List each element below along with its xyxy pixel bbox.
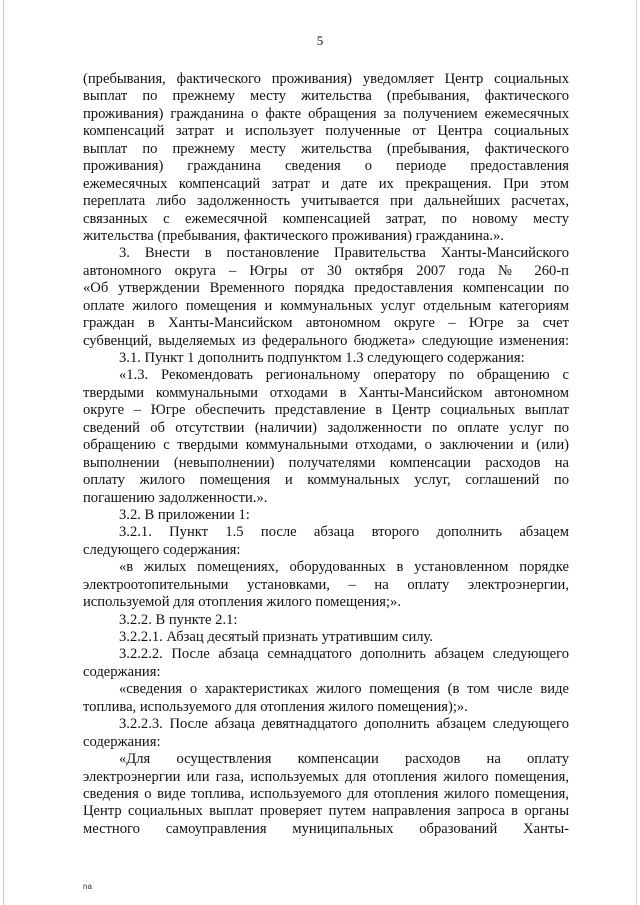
page-number: 5 — [316, 33, 324, 48]
text-line: оплате жилого помещения и коммунальных услуг отдельным категориям — [83, 297, 569, 314]
text-line: жительства (пребывания, фактического проживания) гражданина.». — [83, 227, 504, 244]
text-line: 3.2.2.3. После абзаца девятнадцатого дополнить абзацем следующего — [119, 716, 569, 733]
text-line: 3.2.2.2. После абзаца семнадцатого дополнить абзацем следующего — [119, 646, 569, 663]
text-line: выполнении (невыполнении) получателями компенсации расходов на — [83, 454, 569, 471]
text-line: следующего содержания: — [83, 541, 241, 558]
text-line: выплат по прежнему месту жительства (пребывания, фактического — [83, 88, 569, 105]
text-line: топлива, используемого для отопления жилого помещения);». — [83, 698, 468, 715]
text-line: 3.1. Пункт 1 дополнить подпунктом 1.3 следующего содержания: — [119, 350, 525, 366]
text-line: проживания) гражданина сведения о периоде предоставления — [83, 158, 569, 175]
text-line: «Об утверждении Временного порядка предоставления компенсации по — [83, 280, 569, 297]
scan-edge-right — [636, 0, 637, 905]
text-line: округе – Югре обеспечить представление в Центр социальных выплат — [83, 402, 569, 419]
scan-edge-left — [3, 0, 4, 905]
text-line: Центр социальных выплат проверяет путем направления запроса в органы — [83, 803, 569, 820]
text-line: сведения о виде топлива, используемого для отопления жилого помещения, — [83, 785, 569, 802]
text-line: электроотопительными установками, – на оплату электроэнергии, — [83, 576, 569, 593]
text-line: автономного округа – Югры от 30 октября 2007 года № 260-п — [83, 262, 569, 279]
text-line: проживания) гражданина о факте обращения за получением ежемесячных — [83, 105, 569, 122]
text-line: (пребывания, фактического проживания) уведомляет Центр социальных — [83, 71, 569, 87]
text-line: «в жилых помещениях, оборудованных в установленном порядке — [119, 559, 569, 576]
text-line: 3.2.2.1. Абзац десятый признать утратившим силу. — [119, 629, 434, 645]
text-line: твердыми коммунальными отходами в Ханты-Мансийском автономном — [83, 384, 569, 401]
text-line: ежемесячных компенсаций затрат и дате их прекращения. При этом — [83, 175, 569, 192]
text-line: выплат по прежнему месту жительства (пребывания, фактического — [83, 140, 569, 157]
text-line: связанных с ежемесячной компенсацией затрат, по новому месту — [83, 210, 569, 227]
text-line: 3.2.2. В пункте 2.1: — [119, 611, 238, 628]
text-line: переплата либо задолженность учитывается при дальнейших расчетах, — [83, 193, 569, 210]
text-line: 3.2. В приложении 1: — [119, 506, 250, 523]
text-line: «сведения о характеристиках жилого помещения (в том числе виде — [119, 681, 569, 698]
text-line: «Для осуществления компенсации расходов на оплату — [119, 751, 569, 768]
text-line: обращению с твердыми коммунальными отходами, о заключении и (или) — [83, 437, 569, 454]
text-line: используемой для отопления жилого помещения;». — [83, 594, 402, 611]
text-line: электроэнергии или газа, используемых для отопления жилого помещения, — [83, 768, 569, 785]
footer-mark: na — [83, 882, 92, 891]
text-line: компенсаций затрат и использует полученные от Центра социальных — [83, 123, 569, 140]
text-line: сведений об отсутствии (наличии) задолженности по оплате услуг по — [83, 419, 569, 436]
text-line: 3. Внести в постановление Правительства Ханты-Мансийского — [119, 245, 569, 262]
document-body — [83, 71, 569, 838]
text-line: погашению задолженности.». — [83, 489, 268, 506]
text-line: граждан в Ханты-Мансийском автономном округе – Югре за счет — [83, 315, 569, 332]
text-line: оплату жилого помещения и коммунальных услуг, соглашений по — [83, 472, 569, 489]
text-line: содержания: — [83, 733, 161, 750]
text-line: содержания: — [83, 663, 161, 680]
text-line: «1.3. Рекомендовать региональному оператору по обращению с — [119, 367, 569, 384]
text-line: местного самоуправления муниципальных образований Ханты- — [83, 820, 569, 837]
text-line: 3.2.1. Пункт 1.5 после абзаца второго дополнить абзацем — [119, 524, 569, 541]
text-line: субвенций, выделяемых из федерального бюджета» следующие изменения: — [83, 332, 569, 349]
